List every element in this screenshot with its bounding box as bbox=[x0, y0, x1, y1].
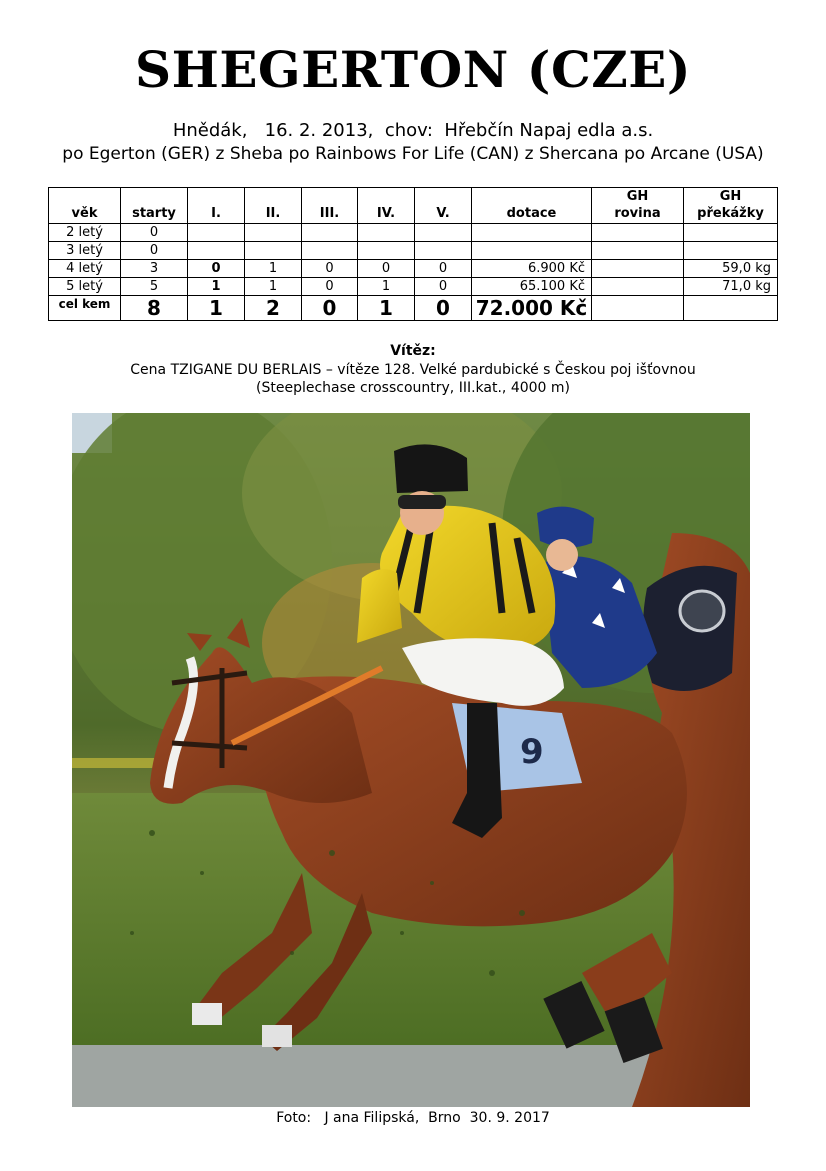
column-header-second: II. bbox=[245, 188, 302, 224]
column-header-prize-money: dotace bbox=[472, 188, 592, 224]
table-cell bbox=[472, 242, 592, 260]
table-cell: 0 bbox=[302, 296, 358, 321]
table-cell bbox=[684, 224, 778, 242]
table-cell bbox=[358, 224, 415, 242]
table-cell bbox=[592, 242, 684, 260]
column-header-gh-jumps: GH překážky bbox=[684, 188, 778, 224]
table-cell: 0 bbox=[302, 278, 358, 296]
table-cell: 71,0 kg bbox=[684, 278, 778, 296]
winner-race-details: (Steeplechase crosscountry, III.kat., 4000 m) bbox=[256, 380, 570, 396]
table-cell bbox=[245, 242, 302, 260]
table-cell: 0 bbox=[415, 296, 472, 321]
table-cell: 5 letý bbox=[49, 278, 121, 296]
photo-credit: Foto: J ana Filipská, Brno 30. 9. 2017 bbox=[276, 1110, 550, 1126]
table-header-row bbox=[49, 188, 778, 224]
table-cell bbox=[592, 224, 684, 242]
table-cell: 65.100 Kč bbox=[472, 278, 592, 296]
table-cell bbox=[592, 278, 684, 296]
column-header-age: věk bbox=[49, 188, 121, 224]
table-cell: 4 letý bbox=[49, 260, 121, 278]
column-header-fourth: IV. bbox=[358, 188, 415, 224]
table-cell: 2 letý bbox=[49, 224, 121, 242]
table-cell: 1 bbox=[245, 278, 302, 296]
table-cell bbox=[592, 260, 684, 278]
table-cell: 3 letý bbox=[49, 242, 121, 260]
horse-name-title: SHEGERTON (CZE) bbox=[134, 40, 692, 99]
table-cell: 0 bbox=[188, 260, 245, 278]
table-cell bbox=[472, 224, 592, 242]
table-cell: 5 bbox=[121, 278, 188, 296]
column-header-third: III. bbox=[302, 188, 358, 224]
table-cell: 0 bbox=[121, 242, 188, 260]
table-cell: 3 bbox=[121, 260, 188, 278]
column-header-first: I. bbox=[188, 188, 245, 224]
table-cell: 1 bbox=[358, 278, 415, 296]
table-total-row bbox=[49, 296, 778, 321]
table-cell: 59,0 kg bbox=[684, 260, 778, 278]
horse-details-line: Hnědák, 16. 2. 2013, chov: Hřebčín Napaj edla a.s. bbox=[172, 120, 654, 141]
winner-heading: Vítěz: bbox=[390, 343, 436, 359]
table-row bbox=[49, 242, 778, 260]
table-cell: 0 bbox=[121, 224, 188, 242]
table-row bbox=[49, 278, 778, 296]
table-cell: 1 bbox=[188, 296, 245, 321]
table-cell: 1 bbox=[358, 296, 415, 321]
saddle-number: 9 bbox=[520, 732, 544, 772]
table-cell bbox=[684, 242, 778, 260]
table-cell: 2 bbox=[245, 296, 302, 321]
table-row bbox=[49, 224, 778, 242]
pedigree-line: po Egerton (GER) z Sheba po Rainbows For Life (CAN) z Shercana po Arcane (USA) bbox=[62, 144, 764, 164]
table-cell: 8 bbox=[121, 296, 188, 321]
column-header-starts: starty bbox=[121, 188, 188, 224]
table-cell bbox=[358, 242, 415, 260]
table-cell: 1 bbox=[188, 278, 245, 296]
table-cell bbox=[415, 224, 472, 242]
table-cell bbox=[188, 242, 245, 260]
table-cell: 0 bbox=[358, 260, 415, 278]
table-row bbox=[49, 260, 778, 278]
race-photo-illustration bbox=[72, 413, 750, 1107]
table-cell bbox=[245, 224, 302, 242]
table-cell bbox=[188, 224, 245, 242]
table-cell: 0 bbox=[415, 278, 472, 296]
table-cell: 0 bbox=[302, 260, 358, 278]
table-cell: 6.900 Kč bbox=[472, 260, 592, 278]
table-cell: 72.000 Kč bbox=[472, 296, 592, 321]
column-header-gh-flat: GH rovina bbox=[592, 188, 684, 224]
table-cell bbox=[302, 224, 358, 242]
table-cell bbox=[592, 296, 684, 321]
table-cell: cel kem bbox=[49, 296, 121, 321]
table-cell: 1 bbox=[245, 260, 302, 278]
race-record-table bbox=[48, 187, 778, 321]
column-header-fifth: V. bbox=[415, 188, 472, 224]
race-photo bbox=[72, 413, 750, 1107]
winner-race-line: Cena TZIGANE DU BERLAIS – vítěze 128. Velké pardubické s Českou poj išťovnou bbox=[130, 362, 696, 378]
table-cell bbox=[684, 296, 778, 321]
table-cell bbox=[415, 242, 472, 260]
table-cell bbox=[302, 242, 358, 260]
table-cell: 0 bbox=[415, 260, 472, 278]
